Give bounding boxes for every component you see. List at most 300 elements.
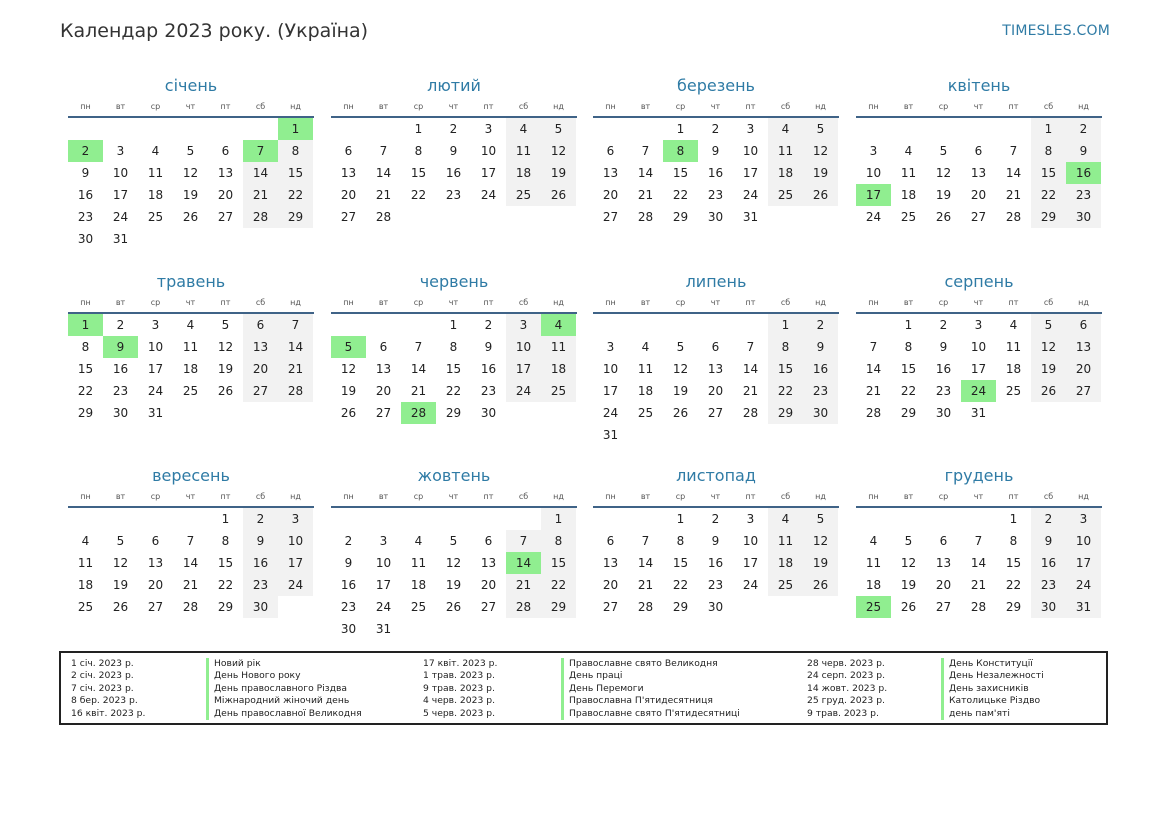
day-cell: 14 xyxy=(182,556,199,570)
day-cell: 9 xyxy=(484,340,493,354)
day-cell: 8 xyxy=(414,144,423,158)
day-cell: 27 xyxy=(217,210,234,224)
day-cell: 18 xyxy=(768,162,803,184)
day-cell: 4 xyxy=(641,340,650,354)
day-cell: 3 xyxy=(379,534,388,548)
day-cell: 6 xyxy=(1066,314,1101,336)
day-cell: 29 xyxy=(900,406,917,420)
day-cell: 6 xyxy=(151,534,160,548)
day-cell: 20 xyxy=(602,578,619,592)
day-cell: 18 xyxy=(77,578,94,592)
weekday-label: нд xyxy=(815,102,826,111)
day-cell: 6 xyxy=(221,144,230,158)
day-cell: 2 xyxy=(711,122,720,136)
holiday-name: день пам'яті xyxy=(941,708,1044,720)
weekday-label: пт xyxy=(1008,102,1019,111)
day-cell: 20 xyxy=(935,578,952,592)
weekday-label: чт xyxy=(973,102,984,111)
day-cell: 31 xyxy=(602,428,619,442)
day-cell: 3 xyxy=(506,314,541,336)
weekday-label: чт xyxy=(448,298,459,307)
day-cell: 14 xyxy=(970,556,987,570)
day-cell: 19 xyxy=(112,578,129,592)
holiday-name: День Конституції xyxy=(941,658,1044,670)
day-cell: 1 xyxy=(1009,512,1018,526)
day-cell: 4 xyxy=(869,534,878,548)
weekday-label: пт xyxy=(1008,298,1019,307)
day-cell: 14 xyxy=(410,362,427,376)
month-title: червень xyxy=(419,272,489,291)
holiday-day-cell: 16 xyxy=(1066,162,1101,184)
day-cell: 30 xyxy=(707,210,724,224)
holiday-date: 16 квіт. 2023 р. xyxy=(71,707,146,719)
weekday-label: пн xyxy=(343,492,354,501)
day-cell: 16 xyxy=(707,556,724,570)
weekday-label: ср xyxy=(413,492,424,501)
day-cell: 7 xyxy=(641,534,650,548)
day-cell: 30 xyxy=(935,406,952,420)
day-cell: 26 xyxy=(112,600,129,614)
day-cell: 25 xyxy=(768,574,803,596)
day-cell: 4 xyxy=(768,508,803,530)
day-cell: 10 xyxy=(742,534,759,548)
weekday-label: нд xyxy=(553,102,564,111)
day-cell: 18 xyxy=(1005,362,1022,376)
day-cell: 5 xyxy=(116,534,125,548)
day-cell: 12 xyxy=(1031,336,1066,358)
day-cell: 26 xyxy=(541,184,576,206)
weekday-header xyxy=(593,492,839,504)
day-cell: 5 xyxy=(676,340,685,354)
weekday-header xyxy=(68,492,314,504)
day-cell: 29 xyxy=(1005,600,1022,614)
day-cell: 7 xyxy=(278,314,313,336)
day-cell: 23 xyxy=(1066,184,1101,206)
day-cell: 1 xyxy=(449,318,458,332)
day-cell: 31 xyxy=(147,406,164,420)
day-cell: 20 xyxy=(375,384,392,398)
day-cell: 13 xyxy=(602,556,619,570)
holiday-date: 14 жовт. 2023 р. xyxy=(807,682,888,694)
holiday-date: 1 січ. 2023 р. xyxy=(71,658,134,669)
weekday-label: сб xyxy=(255,298,266,307)
day-cell: 23 xyxy=(77,210,94,224)
day-cell: 8 xyxy=(904,340,913,354)
day-cell: 1 xyxy=(904,318,913,332)
day-cell: 27 xyxy=(970,210,987,224)
day-cell: 29 xyxy=(672,600,689,614)
weekday-header xyxy=(68,102,314,114)
weekday-label: сб xyxy=(255,102,266,111)
day-cell: 29 xyxy=(77,406,94,420)
holiday-date: 1 трав. 2023 р. xyxy=(423,670,495,682)
day-cell: 28 xyxy=(243,206,278,228)
day-cell: 21 xyxy=(375,188,392,202)
day-cell: 30 xyxy=(77,232,94,246)
weekday-label: пт xyxy=(220,102,231,111)
day-cell: 17 xyxy=(112,188,129,202)
day-cell: 2 xyxy=(243,508,278,530)
holiday-name: Православне свято П'ятидесятниці xyxy=(561,708,740,720)
day-cell: 24 xyxy=(742,188,759,202)
month-title: серпень xyxy=(944,272,1014,291)
day-cell: 12 xyxy=(803,530,838,552)
day-cell: 21 xyxy=(506,574,541,596)
day-cell: 3 xyxy=(869,144,878,158)
day-cell: 19 xyxy=(445,578,462,592)
day-cell: 28 xyxy=(182,600,199,614)
day-cell: 22 xyxy=(278,184,313,206)
holiday-legend xyxy=(59,651,1108,725)
day-cell: 16 xyxy=(112,362,129,376)
day-cell: 30 xyxy=(340,622,357,636)
holiday-name: День праці xyxy=(561,670,740,682)
day-cell: 22 xyxy=(672,578,689,592)
day-cell: 26 xyxy=(935,210,952,224)
day-cell: 6 xyxy=(484,534,493,548)
holiday-date: 8 бер. 2023 р. xyxy=(71,695,138,707)
day-cell: 1 xyxy=(676,122,685,136)
holiday-name: Католицьке Різдво xyxy=(941,695,1044,707)
day-cell: 24 xyxy=(375,600,392,614)
day-cell: 21 xyxy=(970,578,987,592)
day-cell: 26 xyxy=(900,600,917,614)
weekday-label: нд xyxy=(290,102,301,111)
day-cell: 27 xyxy=(340,210,357,224)
weekday-label: ср xyxy=(150,298,161,307)
day-cell: 9 xyxy=(243,530,278,552)
day-cell: 22 xyxy=(445,384,462,398)
holiday-day-cell: 25 xyxy=(856,596,891,618)
day-cell: 21 xyxy=(637,188,654,202)
day-cell: 19 xyxy=(935,188,952,202)
day-cell: 17 xyxy=(602,384,619,398)
day-cell: 2 xyxy=(1031,508,1066,530)
day-cell: 29 xyxy=(1031,206,1066,228)
weekday-label: вт xyxy=(115,298,126,307)
weekday-header xyxy=(331,102,577,114)
weekday-label: вт xyxy=(903,492,914,501)
holiday-name: День православного Різдва xyxy=(206,683,362,695)
weekday-label: пн xyxy=(868,492,879,501)
day-cell: 17 xyxy=(278,552,313,574)
day-cell: 15 xyxy=(672,556,689,570)
day-cell: 15 xyxy=(541,552,576,574)
weekday-label: пт xyxy=(220,492,231,501)
day-cell: 7 xyxy=(1009,144,1018,158)
day-cell: 13 xyxy=(243,336,278,358)
day-cell: 17 xyxy=(480,166,497,180)
day-cell: 12 xyxy=(182,166,199,180)
day-cell: 13 xyxy=(602,166,619,180)
day-cell: 2 xyxy=(116,318,125,332)
day-cell: 19 xyxy=(340,384,357,398)
day-cell: 11 xyxy=(410,556,427,570)
weekday-label: ср xyxy=(938,102,949,111)
day-cell: 11 xyxy=(637,362,654,376)
day-cell: 2 xyxy=(1066,118,1101,140)
day-cell: 6 xyxy=(939,534,948,548)
day-cell: 18 xyxy=(768,552,803,574)
day-cell: 12 xyxy=(900,556,917,570)
day-cell: 1 xyxy=(768,314,803,336)
day-cell: 23 xyxy=(707,578,724,592)
day-cell: 23 xyxy=(480,384,497,398)
day-cell: 18 xyxy=(541,358,576,380)
weekday-label: вт xyxy=(903,298,914,307)
day-cell: 26 xyxy=(672,406,689,420)
day-cell: 20 xyxy=(602,188,619,202)
holiday-day-cell: 1 xyxy=(278,118,313,140)
day-cell: 22 xyxy=(768,380,803,402)
day-cell: 4 xyxy=(186,318,195,332)
weekday-label: ср xyxy=(675,492,686,501)
day-cell: 8 xyxy=(449,340,458,354)
day-cell: 3 xyxy=(278,508,313,530)
month-title: жовтень xyxy=(417,466,491,485)
day-cell: 25 xyxy=(768,184,803,206)
day-cell: 2 xyxy=(939,318,948,332)
day-cell: 6 xyxy=(606,144,615,158)
day-cell: 11 xyxy=(182,340,199,354)
holiday-name: Православна П'ятидесятниця xyxy=(561,695,740,707)
day-cell: 26 xyxy=(340,406,357,420)
day-cell: 2 xyxy=(449,122,458,136)
month-title: листопад xyxy=(676,466,756,485)
holiday-name: День православної Великодня xyxy=(206,708,362,720)
holiday-day-cell: 1 xyxy=(68,314,103,336)
day-cell: 27 xyxy=(1066,380,1101,402)
holiday-name: Міжнародний жіночий день xyxy=(206,695,362,707)
holiday-name: Православне свято Великодня xyxy=(561,658,740,670)
day-cell: 2 xyxy=(344,534,353,548)
day-cell: 5 xyxy=(904,534,913,548)
day-cell: 28 xyxy=(742,406,759,420)
weekday-label: пт xyxy=(483,492,494,501)
day-cell: 9 xyxy=(1031,530,1066,552)
month-title: квітень xyxy=(947,76,1011,95)
weekday-label: вт xyxy=(115,492,126,501)
holiday-day-cell: 9 xyxy=(103,336,138,358)
day-cell: 9 xyxy=(344,556,353,570)
day-cell: 25 xyxy=(541,380,576,402)
day-cell: 6 xyxy=(606,534,615,548)
weekday-label: ср xyxy=(150,102,161,111)
day-cell: 29 xyxy=(768,402,803,424)
day-cell: 21 xyxy=(182,578,199,592)
weekday-label: нд xyxy=(553,298,564,307)
weekday-label: пн xyxy=(80,492,91,501)
weekday-label: пн xyxy=(868,102,879,111)
holiday-name: День Перемоги xyxy=(561,683,740,695)
weekday-label: нд xyxy=(815,298,826,307)
day-cell: 15 xyxy=(1005,556,1022,570)
weekday-label: пт xyxy=(483,102,494,111)
day-cell: 16 xyxy=(243,552,278,574)
day-cell: 12 xyxy=(935,166,952,180)
day-cell: 2 xyxy=(711,512,720,526)
day-cell: 13 xyxy=(707,362,724,376)
day-cell: 29 xyxy=(672,210,689,224)
day-cell: 24 xyxy=(602,406,619,420)
day-cell: 14 xyxy=(243,162,278,184)
weekday-label: чт xyxy=(185,102,196,111)
day-cell: 21 xyxy=(410,384,427,398)
day-cell: 15 xyxy=(217,556,234,570)
day-cell: 17 xyxy=(742,556,759,570)
day-cell: 23 xyxy=(707,188,724,202)
day-cell: 8 xyxy=(676,534,685,548)
weekday-label: чт xyxy=(185,298,196,307)
day-cell: 11 xyxy=(77,556,94,570)
holiday-date: 17 квіт. 2023 р. xyxy=(423,658,498,669)
day-cell: 3 xyxy=(116,144,125,158)
day-cell: 9 xyxy=(803,336,838,358)
day-cell: 13 xyxy=(480,556,497,570)
day-cell: 12 xyxy=(217,340,234,354)
weekday-label: нд xyxy=(815,492,826,501)
day-cell: 6 xyxy=(711,340,720,354)
day-cell: 11 xyxy=(147,166,164,180)
day-cell: 15 xyxy=(672,166,689,180)
day-cell: 17 xyxy=(970,362,987,376)
day-cell: 5 xyxy=(939,144,948,158)
weekday-header xyxy=(331,298,577,310)
day-cell: 20 xyxy=(147,578,164,592)
day-cell: 19 xyxy=(182,188,199,202)
weekday-label: ср xyxy=(675,298,686,307)
month-title: липень xyxy=(685,272,747,291)
day-cell: 13 xyxy=(970,166,987,180)
holiday-date: 4 черв. 2023 р. xyxy=(423,695,495,707)
weekday-label: вт xyxy=(378,102,389,111)
day-cell: 4 xyxy=(81,534,90,548)
day-cell: 9 xyxy=(939,340,948,354)
day-cell: 15 xyxy=(445,362,462,376)
day-cell: 19 xyxy=(217,362,234,376)
day-cell: 20 xyxy=(707,384,724,398)
day-cell: 21 xyxy=(865,384,882,398)
day-cell: 17 xyxy=(147,362,164,376)
day-cell: 20 xyxy=(1066,358,1101,380)
day-cell: 31 xyxy=(1066,596,1101,618)
day-cell: 12 xyxy=(672,362,689,376)
day-cell: 16 xyxy=(480,362,497,376)
day-cell: 12 xyxy=(340,362,357,376)
day-cell: 14 xyxy=(375,166,392,180)
weekday-label: чт xyxy=(710,492,721,501)
weekday-label: ср xyxy=(413,298,424,307)
day-cell: 20 xyxy=(480,578,497,592)
day-cell: 22 xyxy=(410,188,427,202)
day-cell: 7 xyxy=(414,340,423,354)
day-cell: 12 xyxy=(541,140,576,162)
day-cell: 28 xyxy=(375,210,392,224)
weekday-label: чт xyxy=(710,102,721,111)
weekday-label: чт xyxy=(185,492,196,501)
day-cell: 6 xyxy=(379,340,388,354)
day-cell: 3 xyxy=(606,340,615,354)
day-cell: 17 xyxy=(1066,552,1101,574)
day-cell: 1 xyxy=(1031,118,1066,140)
day-cell: 9 xyxy=(1066,140,1101,162)
day-cell: 28 xyxy=(970,600,987,614)
day-cell: 25 xyxy=(506,184,541,206)
holiday-date: 25 груд. 2023 р. xyxy=(807,695,885,707)
day-cell: 22 xyxy=(672,188,689,202)
day-cell: 14 xyxy=(1005,166,1022,180)
day-cell: 23 xyxy=(112,384,129,398)
day-cell: 14 xyxy=(742,362,759,376)
weekday-header xyxy=(856,102,1102,114)
day-cell: 24 xyxy=(112,210,129,224)
day-cell: 17 xyxy=(742,166,759,180)
holiday-date: 2 січ. 2023 р. xyxy=(71,670,134,682)
day-cell: 21 xyxy=(1005,188,1022,202)
day-cell: 30 xyxy=(112,406,129,420)
day-cell: 18 xyxy=(410,578,427,592)
day-cell: 22 xyxy=(77,384,94,398)
day-cell: 3 xyxy=(484,122,493,136)
day-cell: 14 xyxy=(865,362,882,376)
day-cell: 16 xyxy=(803,358,838,380)
month-title: січень xyxy=(164,76,218,95)
day-cell: 5 xyxy=(449,534,458,548)
weekday-label: нд xyxy=(1078,298,1089,307)
day-cell: 25 xyxy=(1005,384,1022,398)
day-cell: 8 xyxy=(541,530,576,552)
day-cell: 11 xyxy=(1005,340,1022,354)
weekday-header xyxy=(68,298,314,310)
day-cell: 8 xyxy=(278,140,313,162)
day-cell: 15 xyxy=(768,358,803,380)
weekday-label: пт xyxy=(483,298,494,307)
day-cell: 1 xyxy=(541,508,576,530)
weekday-label: ср xyxy=(150,492,161,501)
weekday-label: пн xyxy=(868,298,879,307)
day-cell: 26 xyxy=(803,184,838,206)
day-cell: 30 xyxy=(1031,596,1066,618)
day-cell: 16 xyxy=(77,188,94,202)
site-brand-link[interactable]: TIMESLES.COM xyxy=(1002,23,1110,39)
day-cell: 23 xyxy=(935,384,952,398)
day-cell: 27 xyxy=(935,600,952,614)
day-cell: 13 xyxy=(935,556,952,570)
weekday-label: вт xyxy=(115,102,126,111)
weekday-label: сб xyxy=(518,492,529,501)
weekday-header xyxy=(331,492,577,504)
weekday-label: пт xyxy=(745,102,756,111)
day-cell: 10 xyxy=(112,166,129,180)
weekday-label: чт xyxy=(448,492,459,501)
day-cell: 10 xyxy=(506,336,541,358)
day-cell: 11 xyxy=(541,336,576,358)
day-cell: 29 xyxy=(541,596,576,618)
weekday-label: нд xyxy=(290,298,301,307)
day-cell: 24 xyxy=(506,380,541,402)
day-cell: 21 xyxy=(637,578,654,592)
day-cell: 25 xyxy=(900,210,917,224)
day-cell: 10 xyxy=(865,166,882,180)
day-cell: 11 xyxy=(900,166,917,180)
day-cell: 23 xyxy=(803,380,838,402)
day-cell: 4 xyxy=(151,144,160,158)
weekday-label: сб xyxy=(1043,298,1054,307)
holiday-name: День Нового року xyxy=(206,670,362,682)
day-cell: 8 xyxy=(1031,140,1066,162)
day-cell: 30 xyxy=(803,402,838,424)
day-cell: 18 xyxy=(637,384,654,398)
